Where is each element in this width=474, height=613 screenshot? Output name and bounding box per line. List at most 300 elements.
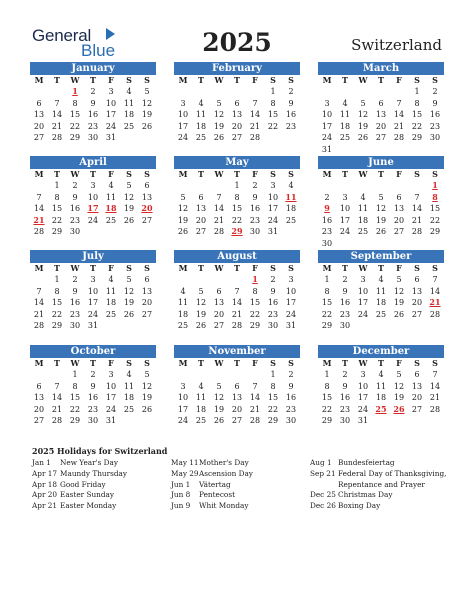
day-cell: 14 (231, 298, 243, 308)
week-row (318, 309, 444, 321)
weekday-label: F (108, 169, 114, 179)
weekday-header (174, 75, 300, 86)
holiday-item (171, 490, 253, 501)
day-cell: 17 (285, 298, 297, 308)
weekday-label: W (70, 358, 80, 368)
week-row (30, 192, 156, 204)
day-cell: 25 (195, 133, 207, 143)
week-row (174, 121, 300, 133)
day-cell: 11 (105, 286, 117, 296)
day-cell: 7 (216, 192, 222, 202)
day-cell: 9 (90, 381, 96, 391)
week-row (30, 297, 156, 309)
day-cell (426, 320, 444, 332)
week-row (30, 215, 156, 227)
weekday-label: S (432, 358, 438, 368)
month-july (30, 250, 156, 332)
day-cell: 21 (51, 404, 63, 414)
calendar-year: 2025 (202, 28, 272, 57)
month-name: November (174, 345, 300, 358)
logo-text-blue: Blue (81, 41, 116, 60)
weekday-label: T (342, 75, 348, 85)
day-cell: 13 (195, 204, 207, 214)
month-february (174, 62, 300, 144)
weekday-label: W (214, 75, 224, 85)
day-cell: 12 (393, 381, 405, 391)
day-cell: 9 (342, 286, 348, 296)
day-cell: 2 (90, 87, 96, 96)
day-cell: 12 (375, 204, 387, 214)
week-row (30, 203, 156, 215)
weekday-label: F (396, 75, 402, 85)
day-cell (228, 369, 246, 381)
day-cell: 22 (51, 309, 63, 319)
month-november (174, 345, 300, 427)
day-cell: 11 (375, 286, 387, 296)
week-row (30, 226, 156, 238)
day-cell: 22 (411, 121, 423, 131)
day-cell: 26 (141, 121, 153, 131)
day-cell: 8 (72, 98, 78, 108)
holiday-name: Ascension Day (199, 468, 253, 478)
day-cell: 17 (357, 298, 369, 308)
holiday-name: New Year's Day (60, 458, 119, 467)
month-name: June (318, 156, 444, 169)
day-cell (372, 238, 390, 250)
holiday-day: 21 (429, 297, 441, 308)
holiday-item (32, 501, 127, 512)
weekday-header (318, 75, 444, 86)
month-name: March (318, 62, 444, 75)
weekday-label: W (70, 169, 80, 179)
week-row (30, 180, 156, 192)
day-cell: 7 (54, 381, 60, 391)
weekday-label: F (252, 75, 258, 85)
day-cell: 29 (249, 321, 261, 331)
day-cell: 27 (33, 416, 45, 426)
day-cell: 24 (87, 309, 99, 319)
weekday-header (30, 263, 156, 274)
weekday-label: S (144, 169, 150, 179)
week-row (174, 203, 300, 215)
day-cell: 22 (69, 121, 81, 131)
week-row (174, 404, 300, 416)
holiday-day: 29 (231, 226, 243, 237)
day-cell: 8 (270, 381, 276, 391)
day-cell: 4 (378, 370, 384, 379)
day-cell: 15 (267, 393, 279, 403)
day-cell: 7 (432, 275, 438, 284)
day-cell: 19 (177, 215, 189, 225)
day-cell: 12 (123, 286, 135, 296)
day-cell (246, 86, 264, 98)
month-name: May (174, 156, 300, 169)
holiday-day: 11 (285, 191, 297, 202)
week-row (174, 86, 300, 98)
weekday-header (174, 169, 300, 180)
day-cell: 12 (213, 110, 225, 120)
day-cell: 3 (288, 275, 294, 284)
day-cell: 22 (321, 309, 333, 319)
holidays-title: 2025 Holidays for Switzerland (32, 446, 168, 456)
day-cell: 11 (123, 381, 135, 391)
day-cell: 1 (54, 181, 60, 190)
day-cell: 30 (285, 416, 297, 426)
day-cell: 15 (321, 393, 333, 403)
day-cell: 10 (177, 393, 189, 403)
holiday-date: May 11 (171, 458, 199, 467)
day-cell: 3 (342, 192, 348, 202)
day-cell: 1 (270, 87, 276, 96)
day-cell: 31 (267, 227, 279, 237)
day-cell: 16 (339, 393, 351, 403)
day-cell: 3 (108, 370, 114, 379)
day-cell: 6 (36, 98, 42, 108)
day-cell: 2 (342, 275, 348, 284)
weekday-label: S (270, 263, 276, 273)
day-cell (138, 226, 156, 238)
holiday-day: 21 (33, 214, 45, 225)
day-cell: 13 (393, 204, 405, 214)
day-cell: 9 (288, 98, 294, 108)
day-cell: 18 (195, 121, 207, 131)
holiday-item (171, 458, 253, 469)
holiday-day: 1 (252, 274, 258, 284)
day-cell (390, 144, 408, 156)
holiday-item (171, 501, 253, 512)
day-cell: 13 (411, 381, 423, 391)
day-cell: 21 (231, 309, 243, 319)
day-cell: 15 (69, 110, 81, 120)
weekday-label: F (396, 169, 402, 179)
day-cell: 27 (141, 215, 153, 225)
day-cell: 18 (177, 309, 189, 319)
day-cell: 17 (87, 298, 99, 308)
day-cell: 5 (360, 98, 366, 108)
day-cell: 7 (36, 286, 42, 296)
day-cell: 10 (321, 110, 333, 120)
day-cell (30, 369, 48, 381)
day-cell: 2 (288, 87, 294, 96)
day-cell: 31 (357, 416, 369, 426)
day-cell: 24 (285, 309, 297, 319)
weekday-label: M (178, 263, 188, 273)
day-cell: 12 (141, 98, 153, 108)
holiday-name: Boxing Day (338, 501, 381, 511)
day-cell: 11 (195, 393, 207, 403)
day-cell: 28 (51, 133, 63, 143)
weekday-label: S (126, 358, 132, 368)
weekday-label: F (396, 358, 402, 368)
day-cell: 12 (177, 204, 189, 214)
day-cell: 11 (105, 192, 117, 202)
day-cell: 30 (69, 227, 81, 237)
day-cell: 7 (396, 98, 402, 108)
day-cell: 26 (123, 309, 135, 319)
holiday-day: 8 (432, 191, 438, 202)
week-row (318, 86, 444, 98)
weekday-label: S (144, 358, 150, 368)
holiday-day: 18 (105, 203, 117, 214)
day-cell: 21 (213, 215, 225, 225)
day-cell: 4 (198, 98, 204, 108)
day-cell: 3 (108, 87, 114, 96)
week-row (174, 309, 300, 321)
day-cell: 27 (213, 321, 225, 331)
month-august (174, 250, 300, 332)
day-cell: 25 (123, 121, 135, 131)
week-row (30, 98, 156, 110)
day-cell: 3 (324, 98, 330, 108)
week-row (318, 392, 444, 404)
week-row (30, 381, 156, 393)
day-cell: 8 (324, 381, 330, 391)
day-cell: 20 (33, 404, 45, 414)
weekday-label: T (90, 75, 96, 85)
day-cell: 26 (141, 404, 153, 414)
weekday-label: W (358, 169, 368, 179)
day-cell: 4 (180, 286, 186, 296)
weekday-label: S (144, 263, 150, 273)
day-cell: 17 (177, 404, 189, 414)
day-cell: 19 (213, 404, 225, 414)
day-cell: 26 (123, 215, 135, 225)
day-cell: 21 (393, 121, 405, 131)
holiday-date: Apr 21 (32, 501, 58, 511)
day-cell: 25 (195, 416, 207, 426)
day-cell (426, 415, 444, 427)
day-cell: 24 (105, 404, 117, 414)
day-cell: 31 (321, 144, 333, 154)
day-cell: 29 (321, 321, 333, 331)
day-cell: 24 (177, 416, 189, 426)
day-cell (390, 238, 408, 250)
week-row (30, 404, 156, 416)
day-cell: 19 (393, 393, 405, 403)
day-cell: 23 (339, 404, 351, 414)
day-cell: 10 (87, 192, 99, 202)
day-cell: 27 (231, 133, 243, 143)
day-cell: 5 (126, 275, 132, 284)
day-cell: 29 (321, 416, 333, 426)
day-cell: 29 (51, 321, 63, 331)
day-cell: 23 (339, 309, 351, 319)
day-cell: 7 (252, 98, 258, 108)
day-cell: 9 (270, 286, 276, 296)
day-cell (372, 320, 390, 332)
day-cell: 1 (270, 370, 276, 379)
day-cell: 20 (393, 215, 405, 225)
week-row (30, 392, 156, 404)
weekday-label: T (234, 263, 240, 273)
day-cell: 5 (378, 192, 384, 202)
day-cell: 18 (195, 404, 207, 414)
day-cell: 26 (195, 321, 207, 331)
weekday-label: F (252, 358, 258, 368)
weekday-label: S (432, 75, 438, 85)
weekday-label: T (198, 75, 204, 85)
day-cell: 26 (393, 309, 405, 319)
day-cell: 2 (72, 275, 78, 284)
holiday-item (32, 458, 127, 469)
day-cell: 14 (249, 393, 261, 403)
day-cell: 5 (126, 181, 132, 190)
week-row (174, 297, 300, 309)
day-cell: 28 (429, 309, 441, 319)
day-cell: 6 (378, 98, 384, 108)
day-cell: 16 (87, 393, 99, 403)
day-cell (138, 415, 156, 427)
day-cell: 16 (267, 298, 279, 308)
day-cell: 12 (123, 192, 135, 202)
month-october (30, 345, 156, 427)
day-cell: 4 (378, 275, 384, 284)
day-cell: 16 (285, 393, 297, 403)
weekday-label: T (234, 169, 240, 179)
day-cell: 27 (411, 309, 423, 319)
holiday-date: May 29 (171, 468, 199, 478)
weekday-header (318, 169, 444, 180)
day-cell: 27 (375, 133, 387, 143)
day-cell (372, 86, 390, 98)
weekday-header (318, 263, 444, 274)
day-cell: 3 (180, 381, 186, 391)
day-cell: 17 (357, 393, 369, 403)
day-cell: 25 (123, 404, 135, 414)
day-cell: 31 (87, 321, 99, 331)
day-cell: 23 (87, 121, 99, 131)
day-cell: 9 (72, 286, 78, 296)
day-cell (84, 226, 102, 238)
holiday-date: Dec 26 (310, 501, 336, 511)
day-cell: 22 (321, 404, 333, 414)
day-cell: 25 (285, 215, 297, 225)
day-cell: 27 (231, 416, 243, 426)
day-cell: 21 (411, 215, 423, 225)
day-cell: 15 (231, 204, 243, 214)
day-cell (408, 144, 426, 156)
weekday-label: T (198, 169, 204, 179)
day-cell: 28 (51, 416, 63, 426)
day-cell (372, 144, 390, 156)
weekday-label: T (198, 358, 204, 368)
day-cell: 7 (234, 286, 240, 296)
day-cell (228, 274, 246, 286)
week-row (318, 121, 444, 133)
weekday-label: T (378, 358, 384, 368)
day-cell: 12 (357, 110, 369, 120)
day-cell: 28 (411, 227, 423, 237)
day-cell: 5 (396, 370, 402, 379)
holiday-name: Federal Day of Thanksgiving, Repentance and Prayer (338, 468, 447, 489)
day-cell: 18 (375, 298, 387, 308)
day-cell: 28 (393, 133, 405, 143)
day-cell: 2 (288, 370, 294, 379)
weekday-label: F (108, 75, 114, 85)
day-cell: 12 (141, 381, 153, 391)
day-cell: 10 (177, 110, 189, 120)
day-cell: 19 (357, 121, 369, 131)
day-cell (246, 369, 264, 381)
day-cell: 30 (429, 133, 441, 143)
day-cell: 3 (90, 181, 96, 190)
day-cell: 19 (141, 110, 153, 120)
day-cell: 10 (357, 381, 369, 391)
day-cell: 4 (288, 181, 294, 190)
day-cell: 20 (195, 215, 207, 225)
day-cell (390, 180, 408, 192)
day-cell: 26 (177, 227, 189, 237)
day-cell: 10 (339, 204, 351, 214)
weekday-label: S (414, 263, 420, 273)
week-row (30, 320, 156, 332)
weekday-label: S (144, 75, 150, 85)
day-cell (174, 180, 192, 192)
day-cell (408, 320, 426, 332)
holiday-day: 26 (393, 403, 405, 414)
day-cell: 16 (339, 298, 351, 308)
week-row (30, 274, 156, 286)
day-cell: 2 (252, 181, 258, 190)
day-cell (390, 86, 408, 98)
day-cell: 13 (33, 393, 45, 403)
day-cell: 26 (213, 133, 225, 143)
week-row (318, 369, 444, 381)
week-row (30, 86, 156, 98)
weekday-header (30, 358, 156, 369)
day-cell (354, 320, 372, 332)
day-cell: 2 (270, 275, 276, 284)
weekday-label: T (90, 358, 96, 368)
day-cell: 9 (288, 381, 294, 391)
day-cell: 12 (393, 286, 405, 296)
day-cell: 24 (357, 404, 369, 414)
day-cell: 17 (339, 215, 351, 225)
day-cell (120, 132, 138, 144)
holiday-date: Jun 8 (171, 490, 191, 500)
day-cell (408, 180, 426, 192)
day-cell: 18 (105, 298, 117, 308)
week-row (318, 415, 444, 427)
day-cell: 13 (411, 286, 423, 296)
day-cell (372, 180, 390, 192)
day-cell: 17 (105, 110, 117, 120)
weekday-label: F (396, 263, 402, 273)
day-cell: 11 (375, 381, 387, 391)
day-cell (336, 238, 354, 250)
day-cell: 11 (123, 98, 135, 108)
day-cell: 30 (249, 227, 261, 237)
day-cell: 25 (177, 321, 189, 331)
day-cell: 6 (144, 181, 150, 190)
day-cell: 20 (231, 121, 243, 131)
week-row (30, 369, 156, 381)
day-cell (210, 86, 228, 98)
day-cell: 21 (249, 404, 261, 414)
weekday-label: W (70, 263, 80, 273)
day-cell: 29 (69, 133, 81, 143)
day-cell: 12 (195, 298, 207, 308)
month-name: August (174, 250, 300, 263)
day-cell: 30 (321, 238, 333, 248)
holiday-name: Good Friday (60, 479, 106, 489)
weekday-label: T (342, 358, 348, 368)
month-april (30, 156, 156, 238)
weekday-label: S (432, 263, 438, 273)
day-cell: 15 (411, 110, 423, 120)
weekday-label: M (178, 75, 188, 85)
holiday-date: Sep 21 (310, 468, 336, 478)
